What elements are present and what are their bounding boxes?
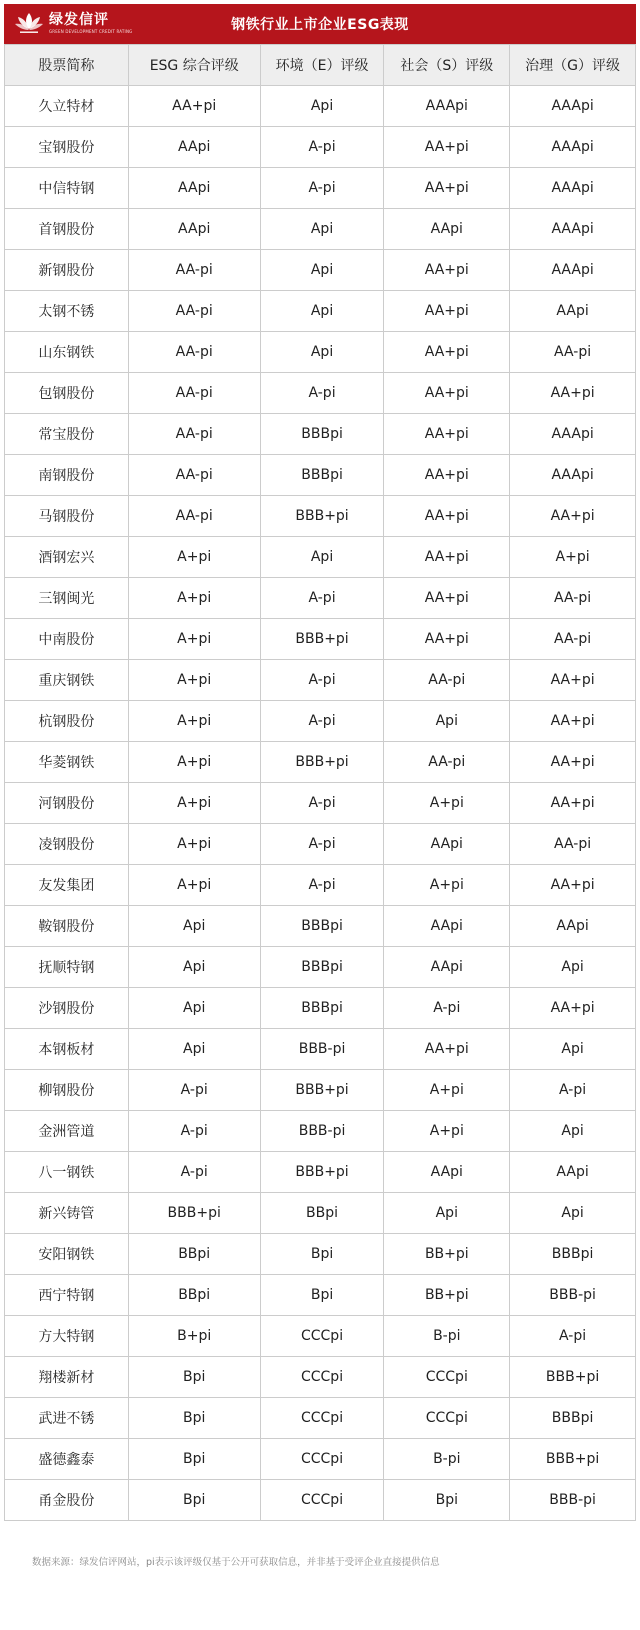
column-header-governance: 治理（G）评级 <box>510 45 636 86</box>
cell-governance-rating: AApi <box>510 291 636 332</box>
cell-stock-name: 金洲管道 <box>5 1111 129 1152</box>
table-row <box>5 824 636 865</box>
table-row <box>5 865 636 906</box>
table-row <box>5 660 636 701</box>
cell-governance-rating: A+pi <box>510 537 636 578</box>
cell-environment-rating: BBB-pi <box>260 1111 384 1152</box>
cell-social-rating: Api <box>384 701 510 742</box>
cell-environment-rating: Api <box>260 291 384 332</box>
cell-social-rating: AApi <box>384 1152 510 1193</box>
cell-esg-rating: AA-pi <box>128 250 260 291</box>
table-row <box>5 1275 636 1316</box>
cell-environment-rating: A-pi <box>260 865 384 906</box>
cell-governance-rating: AA+pi <box>510 783 636 824</box>
cell-governance-rating: AA+pi <box>510 496 636 537</box>
cell-social-rating: AA+pi <box>384 1029 510 1070</box>
cell-governance-rating: AA+pi <box>510 988 636 1029</box>
cell-governance-rating: AA+pi <box>510 865 636 906</box>
cell-governance-rating: Api <box>510 947 636 988</box>
cell-esg-rating: A-pi <box>128 1152 260 1193</box>
cell-environment-rating: Bpi <box>260 1234 384 1275</box>
cell-governance-rating: AApi <box>510 1152 636 1193</box>
header-bar <box>4 4 636 44</box>
table-row <box>5 1439 636 1480</box>
cell-esg-rating: A+pi <box>128 660 260 701</box>
table-header-row <box>5 45 636 86</box>
cell-environment-rating: Api <box>260 537 384 578</box>
cell-environment-rating: BBBpi <box>260 414 384 455</box>
cell-esg-rating: BBpi <box>128 1234 260 1275</box>
cell-governance-rating: AAApi <box>510 209 636 250</box>
cell-environment-rating: A-pi <box>260 578 384 619</box>
cell-environment-rating: BBB+pi <box>260 1152 384 1193</box>
cell-stock-name: 新钢股份 <box>5 250 129 291</box>
cell-environment-rating: Api <box>260 209 384 250</box>
cell-social-rating: AApi <box>384 906 510 947</box>
cell-stock-name: 凌钢股份 <box>5 824 129 865</box>
cell-stock-name: 西宁特钢 <box>5 1275 129 1316</box>
table-row <box>5 496 636 537</box>
cell-environment-rating: BBB+pi <box>260 619 384 660</box>
cell-governance-rating: AAApi <box>510 127 636 168</box>
cell-environment-rating: BBBpi <box>260 947 384 988</box>
cell-social-rating: A-pi <box>384 988 510 1029</box>
cell-esg-rating: AA-pi <box>128 373 260 414</box>
cell-environment-rating: CCCpi <box>260 1316 384 1357</box>
cell-stock-name: 包钢股份 <box>5 373 129 414</box>
cell-stock-name: 南钢股份 <box>5 455 129 496</box>
cell-stock-name: 马钢股份 <box>5 496 129 537</box>
cell-stock-name: 甬金股份 <box>5 1480 129 1521</box>
table-body <box>5 86 636 1521</box>
logo <box>14 11 132 35</box>
cell-governance-rating: AA-pi <box>510 578 636 619</box>
cell-stock-name: 首钢股份 <box>5 209 129 250</box>
cell-esg-rating: A+pi <box>128 701 260 742</box>
table-row <box>5 291 636 332</box>
cell-stock-name: 方大特钢 <box>5 1316 129 1357</box>
cell-esg-rating: AApi <box>128 168 260 209</box>
cell-governance-rating: AAApi <box>510 414 636 455</box>
cell-social-rating: A+pi <box>384 1111 510 1152</box>
table-row <box>5 332 636 373</box>
cell-environment-rating: Api <box>260 250 384 291</box>
cell-esg-rating: AApi <box>128 127 260 168</box>
logo-subtext: GREEN DEVELOPMENT CREDIT RATING <box>49 29 133 34</box>
cell-social-rating: AAApi <box>384 86 510 127</box>
cell-environment-rating: CCCpi <box>260 1398 384 1439</box>
cell-social-rating: B-pi <box>384 1316 510 1357</box>
cell-stock-name: 杭钢股份 <box>5 701 129 742</box>
cell-stock-name: 重庆钢铁 <box>5 660 129 701</box>
cell-stock-name: 武进不锈 <box>5 1398 129 1439</box>
cell-stock-name: 宝钢股份 <box>5 127 129 168</box>
cell-esg-rating: AA-pi <box>128 455 260 496</box>
cell-stock-name: 友发集团 <box>5 865 129 906</box>
cell-esg-rating: Api <box>128 947 260 988</box>
column-header-esg: ESG 综合评级 <box>128 45 260 86</box>
cell-governance-rating: AAApi <box>510 86 636 127</box>
table-row <box>5 1029 636 1070</box>
table-row <box>5 250 636 291</box>
cell-environment-rating: BBB+pi <box>260 496 384 537</box>
cell-governance-rating: AAApi <box>510 250 636 291</box>
cell-environment-rating: A-pi <box>260 373 384 414</box>
cell-esg-rating: A-pi <box>128 1111 260 1152</box>
cell-social-rating: AA+pi <box>384 168 510 209</box>
cell-esg-rating: B+pi <box>128 1316 260 1357</box>
cell-stock-name: 山东钢铁 <box>5 332 129 373</box>
cell-stock-name: 三钢闽光 <box>5 578 129 619</box>
cell-esg-rating: AApi <box>128 209 260 250</box>
table-row <box>5 619 636 660</box>
cell-esg-rating: Api <box>128 988 260 1029</box>
cell-stock-name: 八一钢铁 <box>5 1152 129 1193</box>
cell-social-rating: A+pi <box>384 1070 510 1111</box>
data-source-note: 数据来源：绿发信评网站，pi表示该评级仅基于公开可获取信息，并非基于受评企业直接提供信息 <box>32 1557 440 1568</box>
cell-stock-name: 沙钢股份 <box>5 988 129 1029</box>
cell-esg-rating: Bpi <box>128 1480 260 1521</box>
cell-governance-rating: AA-pi <box>510 619 636 660</box>
cell-social-rating: A+pi <box>384 783 510 824</box>
cell-social-rating: AApi <box>384 947 510 988</box>
cell-esg-rating: A-pi <box>128 1070 260 1111</box>
cell-governance-rating: AAApi <box>510 455 636 496</box>
cell-social-rating: AA+pi <box>384 619 510 660</box>
cell-governance-rating: Api <box>510 1111 636 1152</box>
cell-esg-rating: A+pi <box>128 865 260 906</box>
cell-social-rating: Api <box>384 1193 510 1234</box>
cell-governance-rating: BBBpi <box>510 1398 636 1439</box>
table-row <box>5 1480 636 1521</box>
table-row <box>5 947 636 988</box>
cell-governance-rating: Api <box>510 1029 636 1070</box>
cell-social-rating: Bpi <box>384 1480 510 1521</box>
cell-environment-rating: BBBpi <box>260 988 384 1029</box>
table-row <box>5 1234 636 1275</box>
table-row <box>5 1070 636 1111</box>
cell-stock-name: 安阳钢铁 <box>5 1234 129 1275</box>
cell-social-rating: B-pi <box>384 1439 510 1480</box>
cell-social-rating: AA+pi <box>384 496 510 537</box>
cell-governance-rating: AAApi <box>510 168 636 209</box>
cell-stock-name: 新兴铸管 <box>5 1193 129 1234</box>
table-row <box>5 1193 636 1234</box>
cell-esg-rating: Api <box>128 1029 260 1070</box>
cell-esg-rating: Bpi <box>128 1398 260 1439</box>
cell-stock-name: 鞍钢股份 <box>5 906 129 947</box>
cell-stock-name: 河钢股份 <box>5 783 129 824</box>
cell-governance-rating: AApi <box>510 906 636 947</box>
cell-social-rating: BB+pi <box>384 1275 510 1316</box>
cell-stock-name: 常宝股份 <box>5 414 129 455</box>
cell-environment-rating: Api <box>260 332 384 373</box>
cell-esg-rating: A+pi <box>128 742 260 783</box>
table-row <box>5 906 636 947</box>
column-header-social: 社会（S）评级 <box>384 45 510 86</box>
cell-social-rating: AA+pi <box>384 414 510 455</box>
table-row <box>5 86 636 127</box>
cell-environment-rating: A-pi <box>260 783 384 824</box>
cell-governance-rating: A-pi <box>510 1316 636 1357</box>
cell-environment-rating: A-pi <box>260 824 384 865</box>
cell-esg-rating: A+pi <box>128 578 260 619</box>
cell-governance-rating: BBB+pi <box>510 1357 636 1398</box>
esg-rating-table <box>4 44 636 1521</box>
cell-social-rating: AA-pi <box>384 742 510 783</box>
cell-esg-rating: A+pi <box>128 537 260 578</box>
cell-social-rating: AA-pi <box>384 660 510 701</box>
cell-social-rating: CCCpi <box>384 1357 510 1398</box>
cell-stock-name: 中信特钢 <box>5 168 129 209</box>
cell-esg-rating: BBB+pi <box>128 1193 260 1234</box>
logo-text: 绿发信评 <box>49 12 109 28</box>
table-row <box>5 988 636 1029</box>
cell-governance-rating: AA+pi <box>510 701 636 742</box>
page-title: 钢铁行业上市企业ESG表现 <box>231 17 409 33</box>
cell-environment-rating: Bpi <box>260 1275 384 1316</box>
table-row <box>5 701 636 742</box>
cell-esg-rating: BBpi <box>128 1275 260 1316</box>
cell-environment-rating: CCCpi <box>260 1480 384 1521</box>
cell-stock-name: 本钢板材 <box>5 1029 129 1070</box>
table-row <box>5 209 636 250</box>
cell-governance-rating: BBB+pi <box>510 1439 636 1480</box>
cell-environment-rating: BBB+pi <box>260 742 384 783</box>
cell-governance-rating: Api <box>510 1193 636 1234</box>
cell-social-rating: AA+pi <box>384 332 510 373</box>
cell-esg-rating: Api <box>128 906 260 947</box>
cell-esg-rating: Bpi <box>128 1439 260 1480</box>
cell-esg-rating: AA-pi <box>128 332 260 373</box>
table-row <box>5 414 636 455</box>
lotus-logo-icon <box>14 11 44 35</box>
cell-governance-rating: BBBpi <box>510 1234 636 1275</box>
cell-social-rating: BB+pi <box>384 1234 510 1275</box>
cell-stock-name: 翔楼新材 <box>5 1357 129 1398</box>
cell-stock-name: 中南股份 <box>5 619 129 660</box>
page <box>4 4 636 1622</box>
cell-environment-rating: A-pi <box>260 168 384 209</box>
cell-social-rating: AA+pi <box>384 455 510 496</box>
column-header-stock: 股票简称 <box>5 45 129 86</box>
cell-esg-rating: A+pi <box>128 619 260 660</box>
table-row <box>5 1152 636 1193</box>
cell-social-rating: AA+pi <box>384 291 510 332</box>
cell-governance-rating: AA+pi <box>510 742 636 783</box>
cell-governance-rating: BBB-pi <box>510 1480 636 1521</box>
cell-stock-name: 抚顺特钢 <box>5 947 129 988</box>
cell-stock-name: 盛德鑫泰 <box>5 1439 129 1480</box>
cell-environment-rating: A-pi <box>260 660 384 701</box>
cell-esg-rating: A+pi <box>128 824 260 865</box>
cell-social-rating: AApi <box>384 824 510 865</box>
cell-governance-rating: A-pi <box>510 1070 636 1111</box>
cell-environment-rating: BBB-pi <box>260 1029 384 1070</box>
table-row <box>5 578 636 619</box>
table-row <box>5 373 636 414</box>
cell-social-rating: AA+pi <box>384 250 510 291</box>
cell-stock-name: 酒钢宏兴 <box>5 537 129 578</box>
cell-social-rating: AA+pi <box>384 578 510 619</box>
table-row <box>5 537 636 578</box>
cell-environment-rating: CCCpi <box>260 1439 384 1480</box>
table-row <box>5 127 636 168</box>
cell-environment-rating: BBB+pi <box>260 1070 384 1111</box>
cell-governance-rating: AA+pi <box>510 373 636 414</box>
cell-social-rating: AApi <box>384 209 510 250</box>
table-row <box>5 1398 636 1439</box>
cell-governance-rating: AA-pi <box>510 332 636 373</box>
cell-esg-rating: AA-pi <box>128 496 260 537</box>
cell-social-rating: AA+pi <box>384 373 510 414</box>
cell-social-rating: AA+pi <box>384 537 510 578</box>
cell-environment-rating: CCCpi <box>260 1357 384 1398</box>
cell-stock-name: 久立特材 <box>5 86 129 127</box>
table-row <box>5 168 636 209</box>
cell-stock-name: 柳钢股份 <box>5 1070 129 1111</box>
table-row <box>5 1357 636 1398</box>
cell-social-rating: A+pi <box>384 865 510 906</box>
cell-social-rating: CCCpi <box>384 1398 510 1439</box>
column-header-environment: 环境（E）评级 <box>260 45 384 86</box>
cell-esg-rating: Bpi <box>128 1357 260 1398</box>
cell-stock-name: 华菱钢铁 <box>5 742 129 783</box>
cell-social-rating: AA+pi <box>384 127 510 168</box>
cell-governance-rating: AA-pi <box>510 824 636 865</box>
cell-environment-rating: BBBpi <box>260 906 384 947</box>
cell-environment-rating: A-pi <box>260 127 384 168</box>
cell-esg-rating: AA-pi <box>128 414 260 455</box>
cell-environment-rating: A-pi <box>260 701 384 742</box>
table-row <box>5 1316 636 1357</box>
table-row <box>5 742 636 783</box>
cell-esg-rating: AA-pi <box>128 291 260 332</box>
cell-environment-rating: Api <box>260 86 384 127</box>
cell-governance-rating: BBB-pi <box>510 1275 636 1316</box>
cell-governance-rating: AA+pi <box>510 660 636 701</box>
table-row <box>5 783 636 824</box>
cell-stock-name: 太钢不锈 <box>5 291 129 332</box>
cell-environment-rating: BBBpi <box>260 455 384 496</box>
cell-esg-rating: A+pi <box>128 783 260 824</box>
cell-esg-rating: AA+pi <box>128 86 260 127</box>
table-row <box>5 455 636 496</box>
table-row <box>5 1111 636 1152</box>
cell-environment-rating: BBpi <box>260 1193 384 1234</box>
